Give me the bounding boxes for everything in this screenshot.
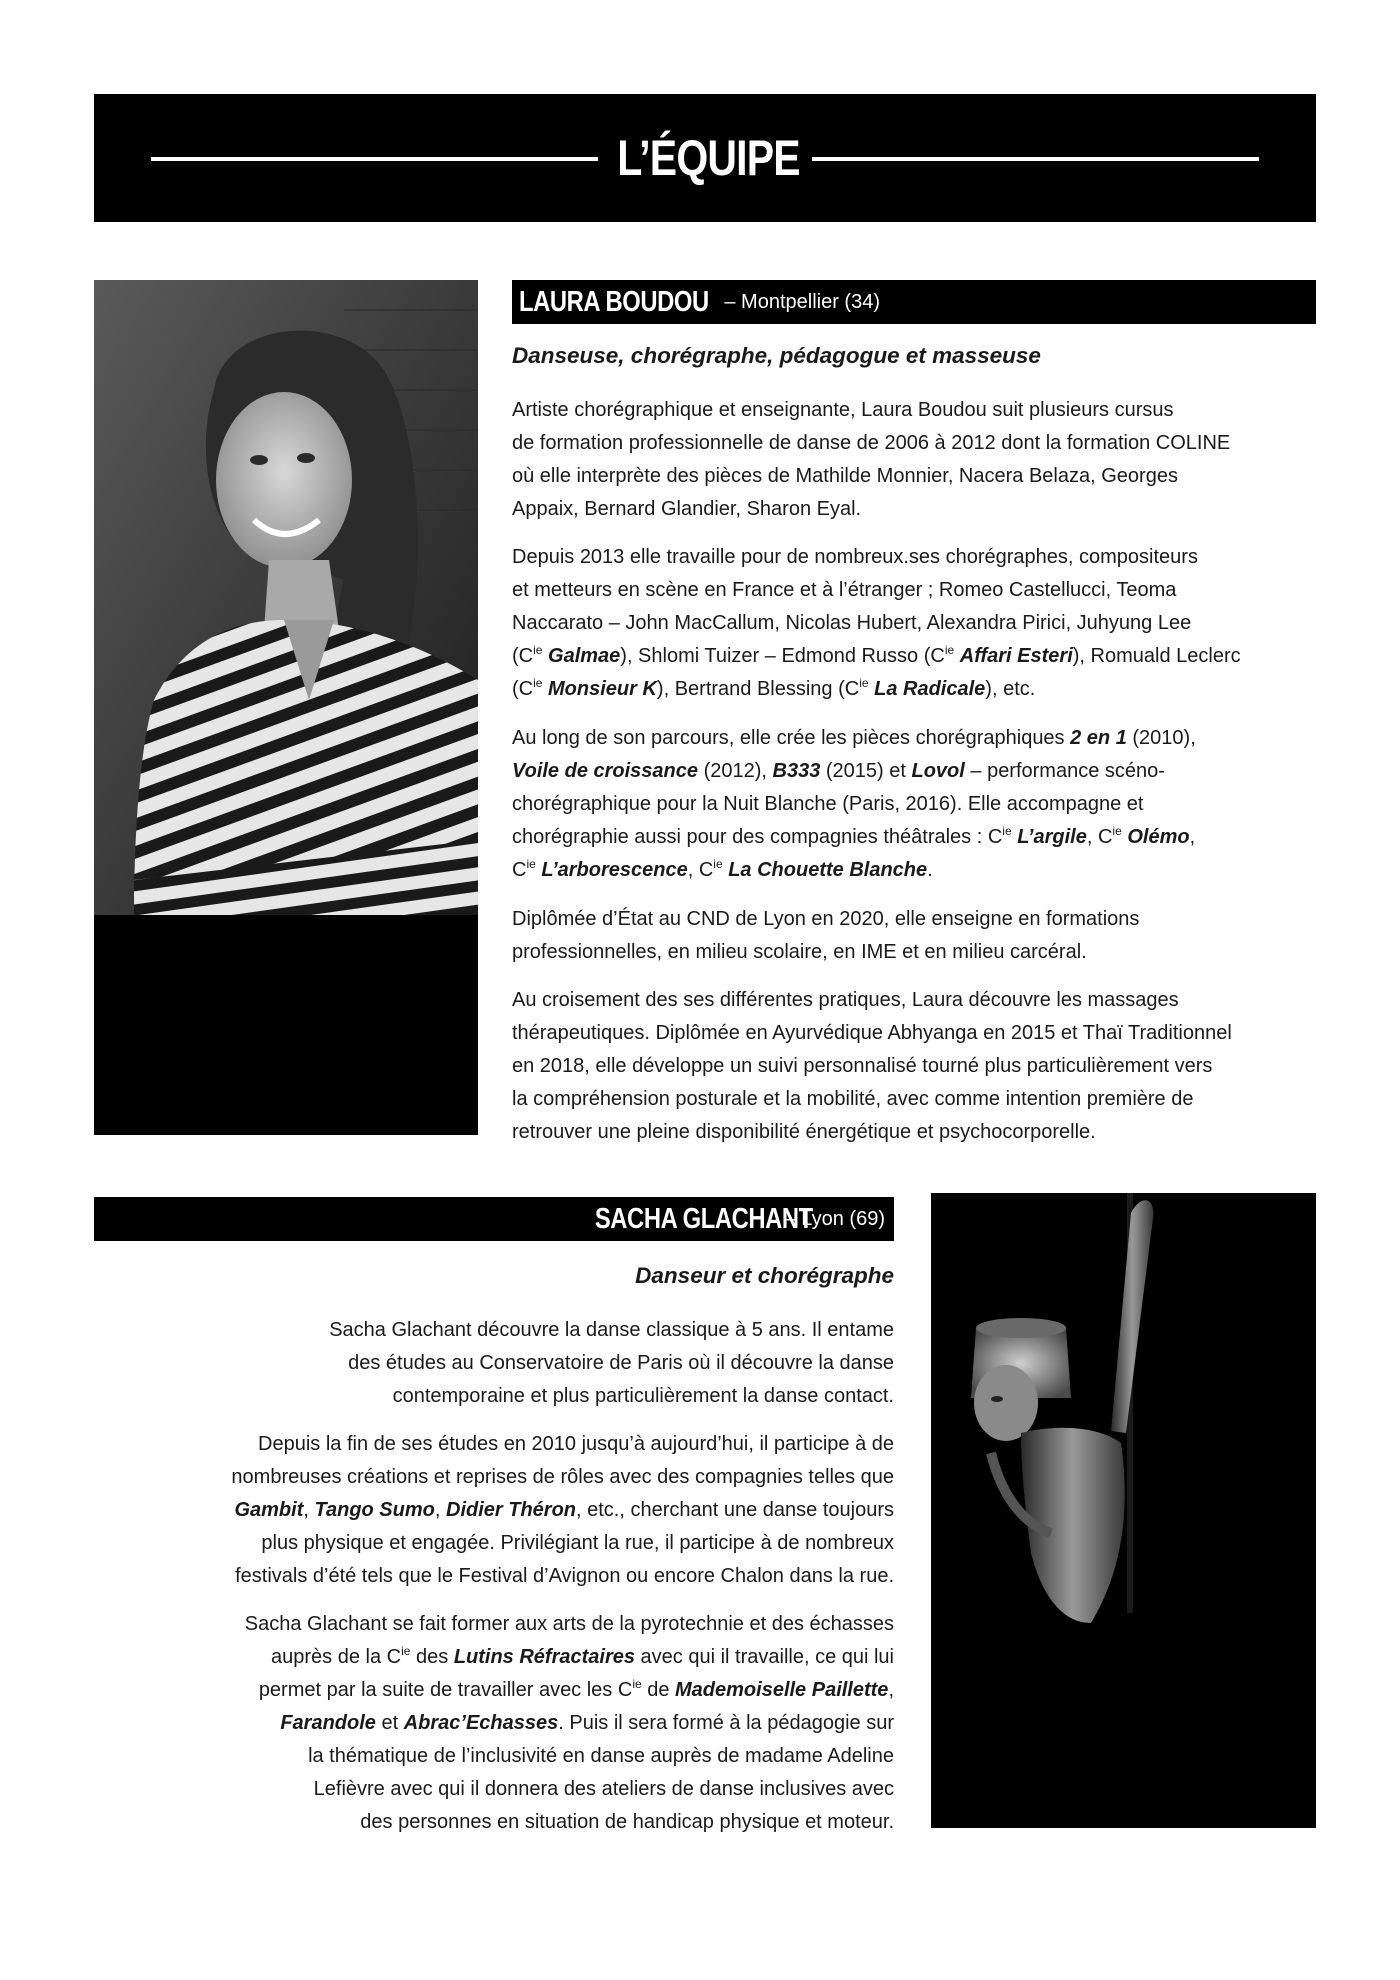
sacha-photo <box>931 1193 1316 1828</box>
company-mademoiselle-paillette: Mademoiselle Paillette <box>675 1679 889 1701</box>
text-line: Gambit, Tango Sumo, Didier Théron, etc., cherchant une danse toujours <box>234 1499 894 1521</box>
text-line: en 2018, elle développe un suivi personnalisé tourné plus particulièrement vers <box>512 1055 1213 1077</box>
text-line: Depuis la fin de ses études en 2010 jusqu’à aujourd’hui, il participe à de <box>258 1433 894 1455</box>
text-line: Depuis 2013 elle travaille pour de nombreux.ses chorégraphes, compositeurs <box>512 546 1198 568</box>
text-line: chorégraphique pour la Nuit Blanche (Paris, 2016). Elle accompagne et <box>512 793 1144 815</box>
text-line: Sacha Glachant découvre la danse classique à 5 ans. Il entame <box>329 1319 894 1341</box>
text-line: $C^{ie}$ L’arborescence, $C^{ie}$ La Chouette Blanche. <box>512 857 933 881</box>
company-la-chouette-blanche: La Chouette Blanche <box>728 859 928 881</box>
sacha-name-bar <box>94 1197 894 1241</box>
text-line: des personnes en situation de handicap physique et moteur. <box>360 1811 894 1833</box>
laura-paragraph-3 <box>512 722 1196 887</box>
sacha-paragraph-3 <box>245 1608 894 1839</box>
work-lovol: Lovol <box>911 760 965 782</box>
company-la-radicale: La Radicale <box>874 678 986 700</box>
text-line: Appaix, Bernard Glandier, Sharon Eyal. <box>512 498 862 520</box>
text-line: professionnelles, en milieu scolaire, en IME et en milieu carcéral. <box>512 941 1087 963</box>
text-line: la compréhension posturale et la mobilité, avec comme intention première de <box>512 1088 1194 1110</box>
text-line: des études au Conservatoire de Paris où il découvre la danse <box>348 1352 894 1374</box>
company-lutins-refractaires: Lutins Réfractaires <box>453 1646 635 1668</box>
text-line: retrouver une pleine disponibilité énergétique et psychocorporelle. <box>512 1121 1096 1143</box>
sacha-paragraph-1 <box>329 1314 894 1413</box>
text-line: où elle interprète des pièces de Mathilde Monnier, Nacera Belaza, Georges <box>512 465 1178 487</box>
work-2-en-1: 2 en 1 <box>1070 727 1127 749</box>
header-rule-right <box>812 157 1259 161</box>
company-farandole: Farandole <box>280 1712 376 1734</box>
company-olemo: Olémo <box>1127 826 1190 848</box>
cie-sup: ie <box>944 643 955 657</box>
laura-paragraph-1 <box>512 394 1230 526</box>
laura-location: – Montpellier (34) <box>724 290 880 313</box>
text-line: Diplômée d’État au CND de Lyon en 2020, elle enseigne en formations <box>512 908 1140 930</box>
company-larborescence: L’arborescence <box>541 859 688 881</box>
cie-sup: ie <box>1002 824 1012 838</box>
laura-paragraph-2 <box>512 541 1241 706</box>
text-line: Voile de croissance (2012), B333 (2015) et Lovol – performance scéno- <box>512 760 1165 782</box>
company-abrac-echasses: Abrac’Echasses <box>403 1712 559 1734</box>
sacha-role: Danseur et chorégraphe <box>635 1263 894 1288</box>
text-line: thérapeutiques. Diplômée en Ayurvédique Abhyanga en 2015 et Thaï Traditionnel <box>512 1022 1232 1044</box>
text-line: et metteurs en scène en France et à l’étranger ; Romeo Castellucci, Teoma <box>512 579 1177 601</box>
laura-paragraph-5 <box>512 984 1232 1149</box>
company-gambit: Gambit <box>234 1499 304 1521</box>
company-galmae: Galmae <box>548 645 621 667</box>
laura-paragraph-4 <box>512 903 1139 969</box>
company-affari-esteri: Affari Esteri <box>959 645 1073 667</box>
sacha-paragraph-2 <box>231 1428 894 1593</box>
text-line: ($C^{ie}$ Galmae), Shlomi Tuizer – Edmond Russo ($C^{ie}$ Affari Esteri), Romuald Leclerc <box>512 643 1241 667</box>
text-line: Au long de son parcours, elle crée les pièces chorégraphiques 2 en 1 (2010), <box>512 727 1196 749</box>
text-line: Lefièvre avec qui il donnera des ateliers de danse inclusives avec <box>313 1778 894 1800</box>
text-line: Farandole et Abrac’Echasses. Puis il sera formé à la pédagogie sur <box>280 1712 894 1734</box>
laura-photo <box>94 280 478 1135</box>
page-title: L’ÉQUIPE <box>617 130 800 186</box>
company-didier-theron: Didier Théron <box>446 1499 577 1521</box>
cie-sup: ie <box>859 676 869 690</box>
text-line: Naccarato – John MacCallum, Nicolas Hubert, Alexandra Pirici, Juhyung Lee <box>512 612 1192 634</box>
text-line: nombreuses créations et reprises de rôles avec des compagnies telles que <box>231 1466 894 1488</box>
header-rule-left <box>151 157 598 161</box>
sacha-name: SACHA GLACHANT <box>594 1202 813 1235</box>
text-line: chorégraphie aussi pour des compagnies théâtrales : $C^{ie}$ L’argile, $C^{ie}$ Olémo, <box>512 824 1196 848</box>
company-largile: L’argile <box>1017 826 1087 848</box>
text-line: auprès de la $C^{ie}$ des Lutins Réfractaires avec qui il travaille, ce qui lui <box>271 1644 894 1668</box>
cie-sup: ie <box>526 857 536 871</box>
company-tango-sumo: Tango Sumo <box>314 1499 435 1521</box>
cie-sup: ie <box>713 857 723 871</box>
text-line: Sacha Glachant se fait former aux arts de la pyrotechnie et des échasses <box>244 1613 894 1635</box>
text-line: Artiste chorégraphique et enseignante, Laura Boudou suit plusieurs cursus <box>512 399 1174 421</box>
work-b333: B333 <box>772 760 821 782</box>
text-line: contemporaine et plus particulièrement la danse contact. <box>392 1385 894 1407</box>
cie-sup: ie <box>533 643 543 657</box>
sacha-location: – Lyon (69) <box>784 1207 885 1230</box>
company-monsieur-k: Monsieur K <box>548 678 657 700</box>
page-header <box>94 94 1316 222</box>
text-line: plus physique et engagée. Privilégiant la rue, il participe à de nombreux <box>261 1532 894 1554</box>
cie-sup: ie <box>533 676 543 690</box>
laura-name: LAURA BOUDOU <box>519 285 709 318</box>
text-line: permet par la suite de travailler avec les $C^{ie}$ de Mademoiselle Paillette, <box>258 1677 894 1701</box>
laura-name-bar <box>512 280 1316 324</box>
work-voile-de-croissance: Voile de croissance <box>512 760 699 782</box>
cie-sup: ie <box>1112 824 1122 838</box>
text-line: de formation professionnelle de danse de 2006 à 2012 dont la formation COLINE <box>512 432 1231 454</box>
text-line: Au croisement des ses différentes pratiques, Laura découvre les massages <box>512 989 1179 1011</box>
text-line: festivals d’été tels que le Festival d’Avignon ou encore Chalon dans la rue. <box>235 1565 894 1587</box>
text-line: ($C^{ie}$ Monsieur K), Bertrand Blessing ($C^{ie}$ La Radicale), etc. <box>512 676 1036 700</box>
laura-role: Danseuse, chorégraphe, pédagogue et masseuse <box>512 343 1041 368</box>
cie-sup: ie <box>632 1677 642 1691</box>
text-line: la thématique de l’inclusivité en danse auprès de madame Adeline <box>308 1745 894 1767</box>
cie-sup: ie <box>401 1644 411 1658</box>
